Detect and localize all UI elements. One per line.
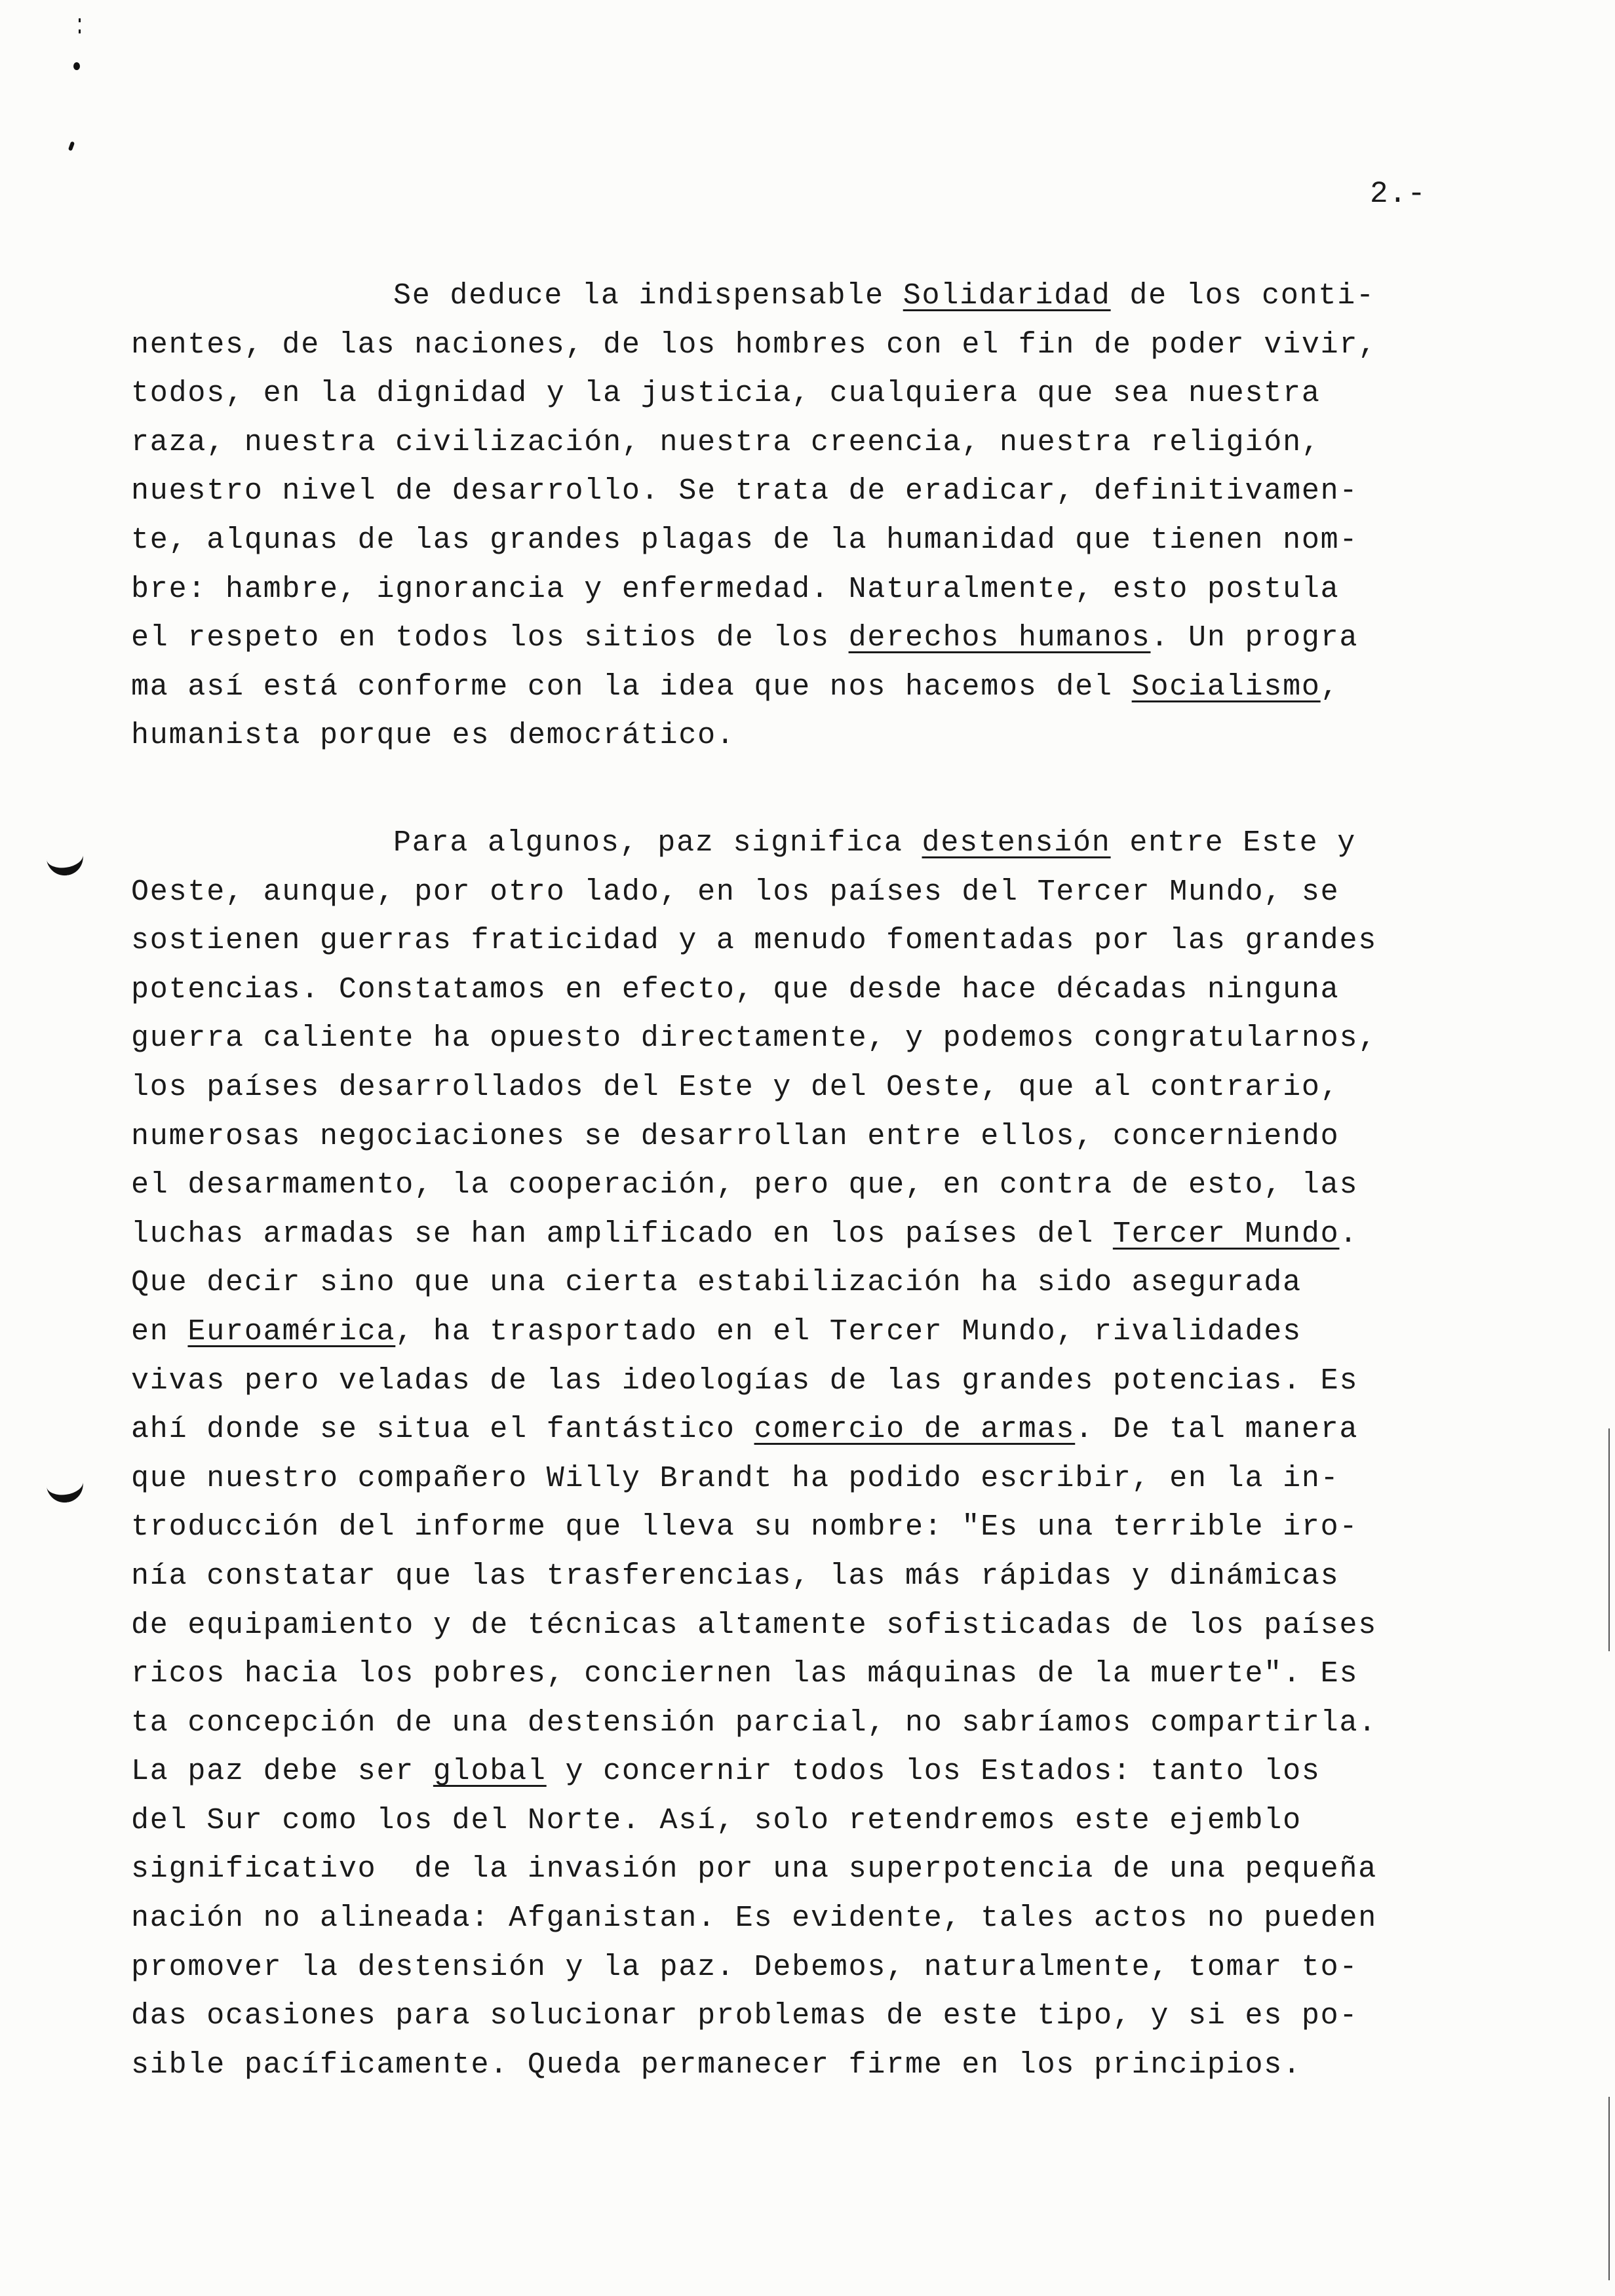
text-segment: ta concepción de una destensión parcial, no sabríamos compartirla.	[131, 1706, 1378, 1740]
text-line	[131, 1357, 1481, 1406]
text-segment: troducción del informe que lleva su nombre: "Es una terrible iro-	[131, 1510, 1359, 1544]
text-line	[131, 1552, 1481, 1601]
scan-speck	[73, 62, 80, 70]
paragraph-solidaridad	[131, 272, 1481, 761]
text-line	[131, 1014, 1481, 1063]
text-line	[131, 1845, 1481, 1894]
text-segment: , ha trasportado en el Tercer Mundo, rivalidades	[395, 1314, 1302, 1349]
text-segment: entre Este y	[1110, 826, 1357, 860]
text-segment: . De tal manera	[1075, 1413, 1359, 1447]
text-segment: ahí donde se situa el fantástico	[131, 1413, 754, 1447]
text-segment: y concernir todos los Estados: tanto los	[546, 1755, 1321, 1789]
text-line	[131, 321, 1481, 370]
underlined-term: Euroamérica	[187, 1314, 396, 1349]
text-segment: Que decir sino que una cierta estabilización ha sido asegurada	[131, 1266, 1302, 1300]
text-line	[131, 370, 1481, 419]
text-line	[131, 868, 1481, 917]
text-segment: de equipamiento y de técnicas altamente sofisticadas de los países	[131, 1608, 1378, 1642]
text-line	[131, 819, 1481, 868]
text-line	[131, 663, 1481, 712]
text-segment: .	[1339, 1217, 1359, 1251]
text-line	[131, 1308, 1481, 1357]
binder-hole-mark	[46, 1475, 86, 1504]
text-segment: Oeste, aunque, por otro lado, en los países del Tercer Mundo, se	[131, 875, 1340, 909]
text-segment: numerosas negociaciones se desarrollan entre ellos, concerniendo	[131, 1119, 1340, 1153]
text-line	[131, 1797, 1481, 1846]
scan-speck	[79, 18, 81, 22]
underlined-term: derechos humanos	[848, 621, 1151, 655]
text-line	[131, 516, 1481, 565]
text-segment: promover la destensión y la paz. Debemos, naturalmente, tomar to-	[131, 1950, 1359, 1984]
underlined-term: Socialismo	[1131, 670, 1321, 704]
text-segment: que nuestro compañero Willy Brandt ha podido escribir, en la in-	[131, 1461, 1340, 1495]
scan-edge-line	[1608, 1428, 1610, 1651]
text-segment: . Un progra	[1150, 621, 1359, 655]
binder-hole-mark	[46, 848, 86, 877]
text-line	[131, 1699, 1481, 1748]
text-line	[131, 1748, 1481, 1797]
text-segment: Para algunos, paz significa	[393, 826, 922, 860]
text-segment: Se deduce la indispensable	[393, 279, 903, 313]
text-line	[131, 1063, 1481, 1113]
paragraph-paz	[131, 819, 1481, 2090]
text-segment: vivas pero veladas de las ideologías de las grandes potencias. Es	[131, 1364, 1359, 1398]
text-line	[131, 614, 1481, 663]
underlined-term: global	[433, 1755, 547, 1789]
text-segment: humanista porque es democrático.	[131, 719, 735, 753]
text-segment: el respeto en todos los sitios de los	[131, 621, 849, 655]
underlined-term: comercio de armas	[754, 1413, 1076, 1447]
text-segment: el desarmamento, la cooperación, pero que, en contra de esto, las	[131, 1168, 1359, 1202]
scan-speck	[79, 29, 81, 33]
text-segment: ma así está conforme con la idea que nos hacemos del	[131, 670, 1132, 704]
text-line	[131, 1943, 1481, 1993]
text-segment: te, alqunas de las grandes plagas de la humanidad que tienen nom-	[131, 523, 1359, 557]
text-segment: bre: hambre, ignorancia y enfermedad. Naturalmente, esto postula	[131, 572, 1340, 606]
text-segment: nuestro nivel de desarrollo. Se trata de eradicar, definitivamen-	[131, 474, 1359, 508]
text-segment: ,	[1320, 670, 1340, 704]
text-segment: sostienen guerras fraticidad y a menudo fomentadas por las grandes	[131, 924, 1378, 958]
text-segment: nentes, de las naciones, de los hombres con el fin de poder vivir,	[131, 328, 1378, 362]
underlined-term: destensión	[922, 826, 1111, 860]
page-number: 2.-	[1370, 177, 1426, 211]
text-line	[131, 1161, 1481, 1210]
text-line	[131, 712, 1481, 761]
text-segment: nación no alineada: Afganistan. Es evidente, tales actos no pueden	[131, 1902, 1378, 1936]
text-line	[131, 1259, 1481, 1308]
text-line	[131, 467, 1481, 516]
text-line	[131, 1650, 1481, 1699]
text-line	[131, 1455, 1481, 1504]
text-segment: en	[131, 1314, 188, 1349]
text-line	[131, 966, 1481, 1015]
text-line	[131, 1992, 1481, 2041]
text-segment: significativo de la invasión por una superpotencia de una pequeña	[131, 1852, 1378, 1886]
text-line	[131, 1406, 1481, 1455]
text-line	[131, 272, 1481, 321]
text-line	[131, 1503, 1481, 1552]
text-line	[131, 1601, 1481, 1651]
text-segment: raza, nuestra civilización, nuestra creencia, nuestra religión,	[131, 425, 1321, 459]
text-segment: La paz debe ser	[131, 1755, 433, 1789]
text-segment: los países desarrollados del Este y del Oeste, que al contrario,	[131, 1070, 1340, 1104]
text-segment: das ocasiones para solucionar problemas de este tipo, y si es po-	[131, 1999, 1359, 2033]
scan-speck	[68, 141, 75, 151]
text-line	[131, 1113, 1481, 1162]
text-segment: potencias. Constatamos en efecto, que desde hace décadas ninguna	[131, 972, 1340, 1006]
text-segment: nía constatar que las trasferencias, las más rápidas y dinámicas	[131, 1559, 1340, 1593]
text-line	[131, 1210, 1481, 1259]
text-segment: luchas armadas se han amplificado en los países del	[131, 1217, 1113, 1251]
scan-edge-line	[1608, 2097, 1610, 2280]
text-segment: del Sur como los del Norte. Así, solo retendremos este ejemblo	[131, 1803, 1302, 1837]
text-line	[131, 1894, 1481, 1943]
text-segment: de los conti-	[1110, 279, 1375, 313]
underlined-term: Tercer Mundo	[1112, 1217, 1340, 1251]
underlined-term: Solidaridad	[903, 279, 1111, 313]
text-line	[131, 419, 1481, 468]
text-segment: guerra caliente ha opuesto directamente, y podemos congratularnos,	[131, 1022, 1378, 1056]
text-segment: ricos hacia los pobres, conciernen las máquinas de la muerte". Es	[131, 1657, 1359, 1691]
text-line	[131, 917, 1481, 966]
text-line	[131, 565, 1481, 615]
text-line	[131, 2041, 1481, 2090]
text-segment: todos, en la dignidad y la justicia, cualquiera que sea nuestra	[131, 377, 1321, 411]
text-segment: sible pacíficamente. Queda permanecer firme en los principios.	[131, 2048, 1302, 2082]
